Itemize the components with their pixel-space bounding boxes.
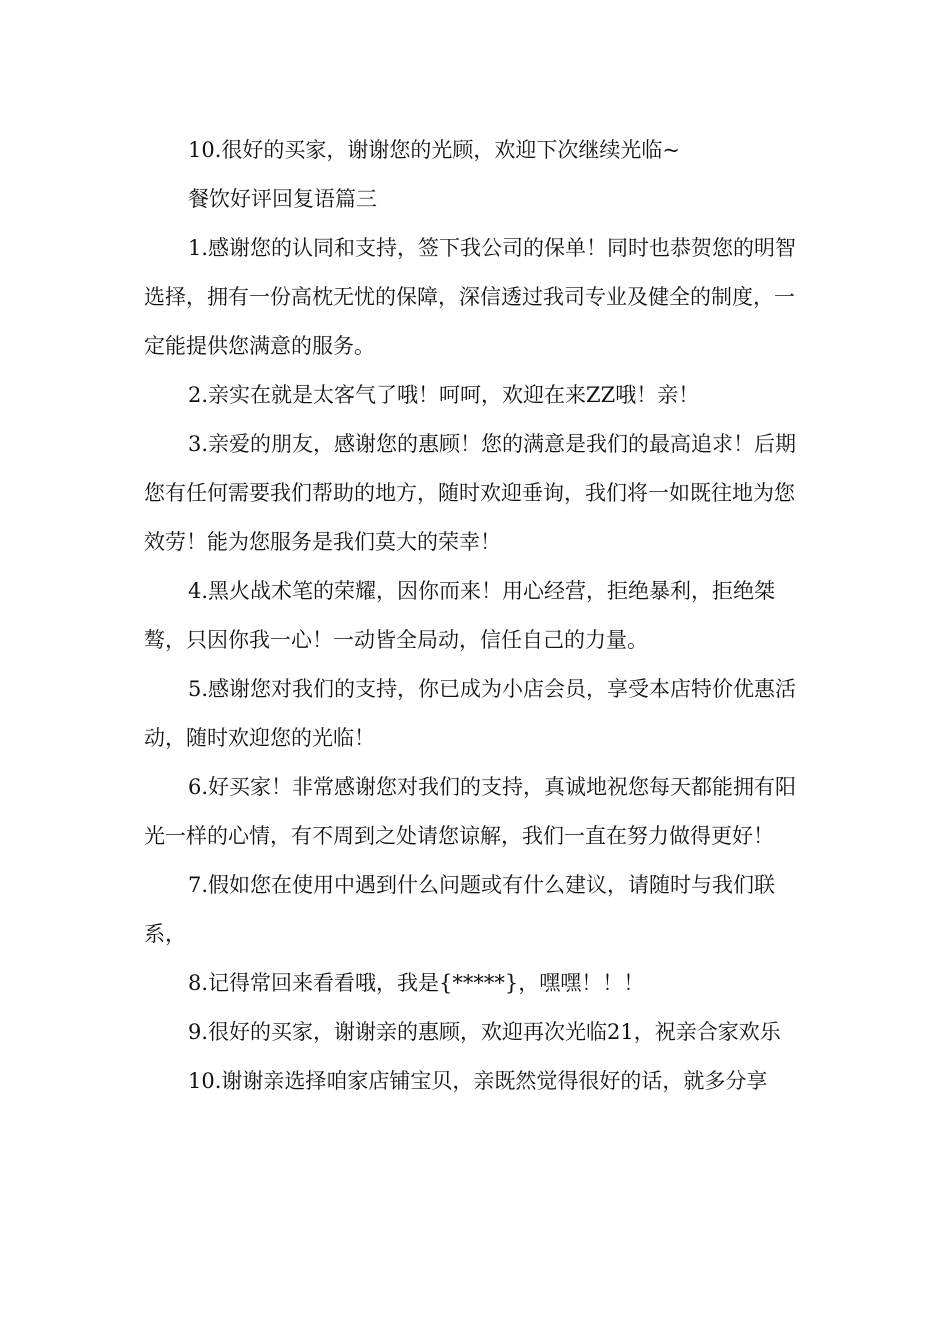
paragraph-item: 1.感谢您的认同和支持，签下我公司的保单！同时也恭贺您的明智选择，拥有一份高枕无忧的保障，深信透过我司专业及健全的制度，一定能提供您满意的服务。: [144, 236, 797, 358]
paragraph-item: 5.感谢您对我们的支持，你已成为小店会员，享受本店特价优惠活动，随时欢迎您的光临！: [144, 677, 797, 750]
paragraph-item: 3.亲爱的朋友，感谢您的惠顾！您的满意是我们的最高追求！后期您有任何需要我们帮助的地方，随时欢迎垂询，我们将一如既往地为您效劳！能为您服务是我们莫大的荣幸！: [144, 432, 797, 554]
paragraph-item: 7.假如您在使用中遇到什么问题或有什么建议，请随时与我们联系，: [144, 873, 776, 946]
paragraph-item: 6.好买家！非常感谢您对我们的支持，真诚地祝您每天都能拥有阳光一样的心情，有不周到之处请您谅解，我们一直在努力做得更好！: [144, 775, 797, 848]
paragraph-item: 9.很好的买家，谢谢亲的惠顾，欢迎再次光临21，祝亲合家欢乐: [188, 1020, 781, 1044]
section-heading: 餐饮好评回复语篇三: [188, 187, 377, 211]
document-body: [144, 126, 808, 1106]
paragraph-item: 2.亲实在就是太客气了哦！呵呵，欢迎在来ZZ哦！亲！: [188, 383, 700, 407]
paragraph-item: 10.很好的买家，谢谢您的光顾，欢迎下次继续光临~: [188, 138, 680, 162]
paragraph-item: 10.谢谢亲选择咱家店铺宝贝，亲既然觉得很好的话，就多分享: [188, 1069, 768, 1093]
paragraph-item: 4.黑火战术笔的荣耀，因你而来！用心经营，拒绝暴利，拒绝桀骜，只因你我一心！一动皆全局动，信任自己的力量。: [144, 579, 776, 652]
paragraph-item: 8.记得常回来看看哦，我是{*****}，嘿嘿！！！: [188, 971, 645, 995]
